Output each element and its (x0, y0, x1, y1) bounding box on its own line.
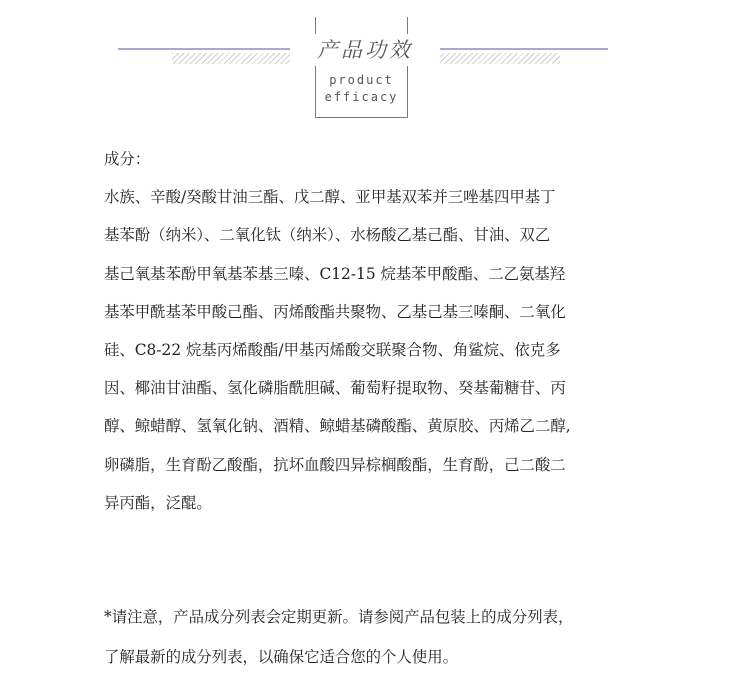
update-note (104, 597, 664, 677)
ingredients-line: 醇、鲸蜡醇、氢氧化钠、酒精、鲸蜡基磷酸酯、黄原胶、丙烯乙二醇, (104, 417, 571, 436)
header-hatch-right (432, 53, 560, 64)
ingredients-line: 基苯酚（纳米）、二氧化钛（纳米）、水杨酸乙基己酯、甘油、双乙 (104, 226, 551, 245)
ingredients-label: 成分： (104, 150, 151, 168)
section-title: 产品功效 (290, 34, 440, 66)
ingredients-line: 因、椰油甘油酯、氢化磷脂酰胆碱、葡萄籽提取物、癸基葡糖苷、丙 (104, 379, 566, 398)
ingredients-line: 卵磷脂，生育酚乙酸酯，抗坏血酸四异棕榈酸酯，生育酚，己二酸二 (104, 455, 566, 474)
section-subtitle (318, 72, 405, 106)
header-hatch-left (172, 53, 300, 64)
ingredients-line: 硅、C8-22 烷基丙烯酸酯/甲基丙烯酸交联聚合物、角鲨烷、依克多 (104, 341, 561, 360)
note-line: 了解最新的成分列表，以确保它适合您的个人使用。 (104, 648, 458, 666)
section-header (0, 0, 750, 130)
subtitle-line-1: product (329, 73, 394, 87)
header-line-right (432, 48, 608, 50)
ingredients-section (104, 140, 664, 522)
ingredients-line: 水族、辛酸/癸酸甘油三酯、戊二醇、亚甲基双苯并三唑基四甲基丁 (104, 188, 556, 207)
ingredients-line: 基己氧基苯酚甲氧基苯基三嗪、C12-15 烷基苯甲酸酯、二乙氨基羟 (104, 264, 566, 283)
ingredients-line: 基苯甲酰基苯甲酸己酯、丙烯酸酯共聚物、乙基己基三嗪酮、二氧化 (104, 302, 566, 321)
ingredients-list (104, 178, 664, 522)
subtitle-line-2: efficacy (324, 90, 399, 104)
note-line: *请注意，产品成分列表会定期更新。请参阅产品包装上的成分列表， (104, 608, 574, 626)
header-line-left (118, 48, 298, 50)
ingredients-line: 异丙酯，泛醌。 (104, 493, 212, 512)
